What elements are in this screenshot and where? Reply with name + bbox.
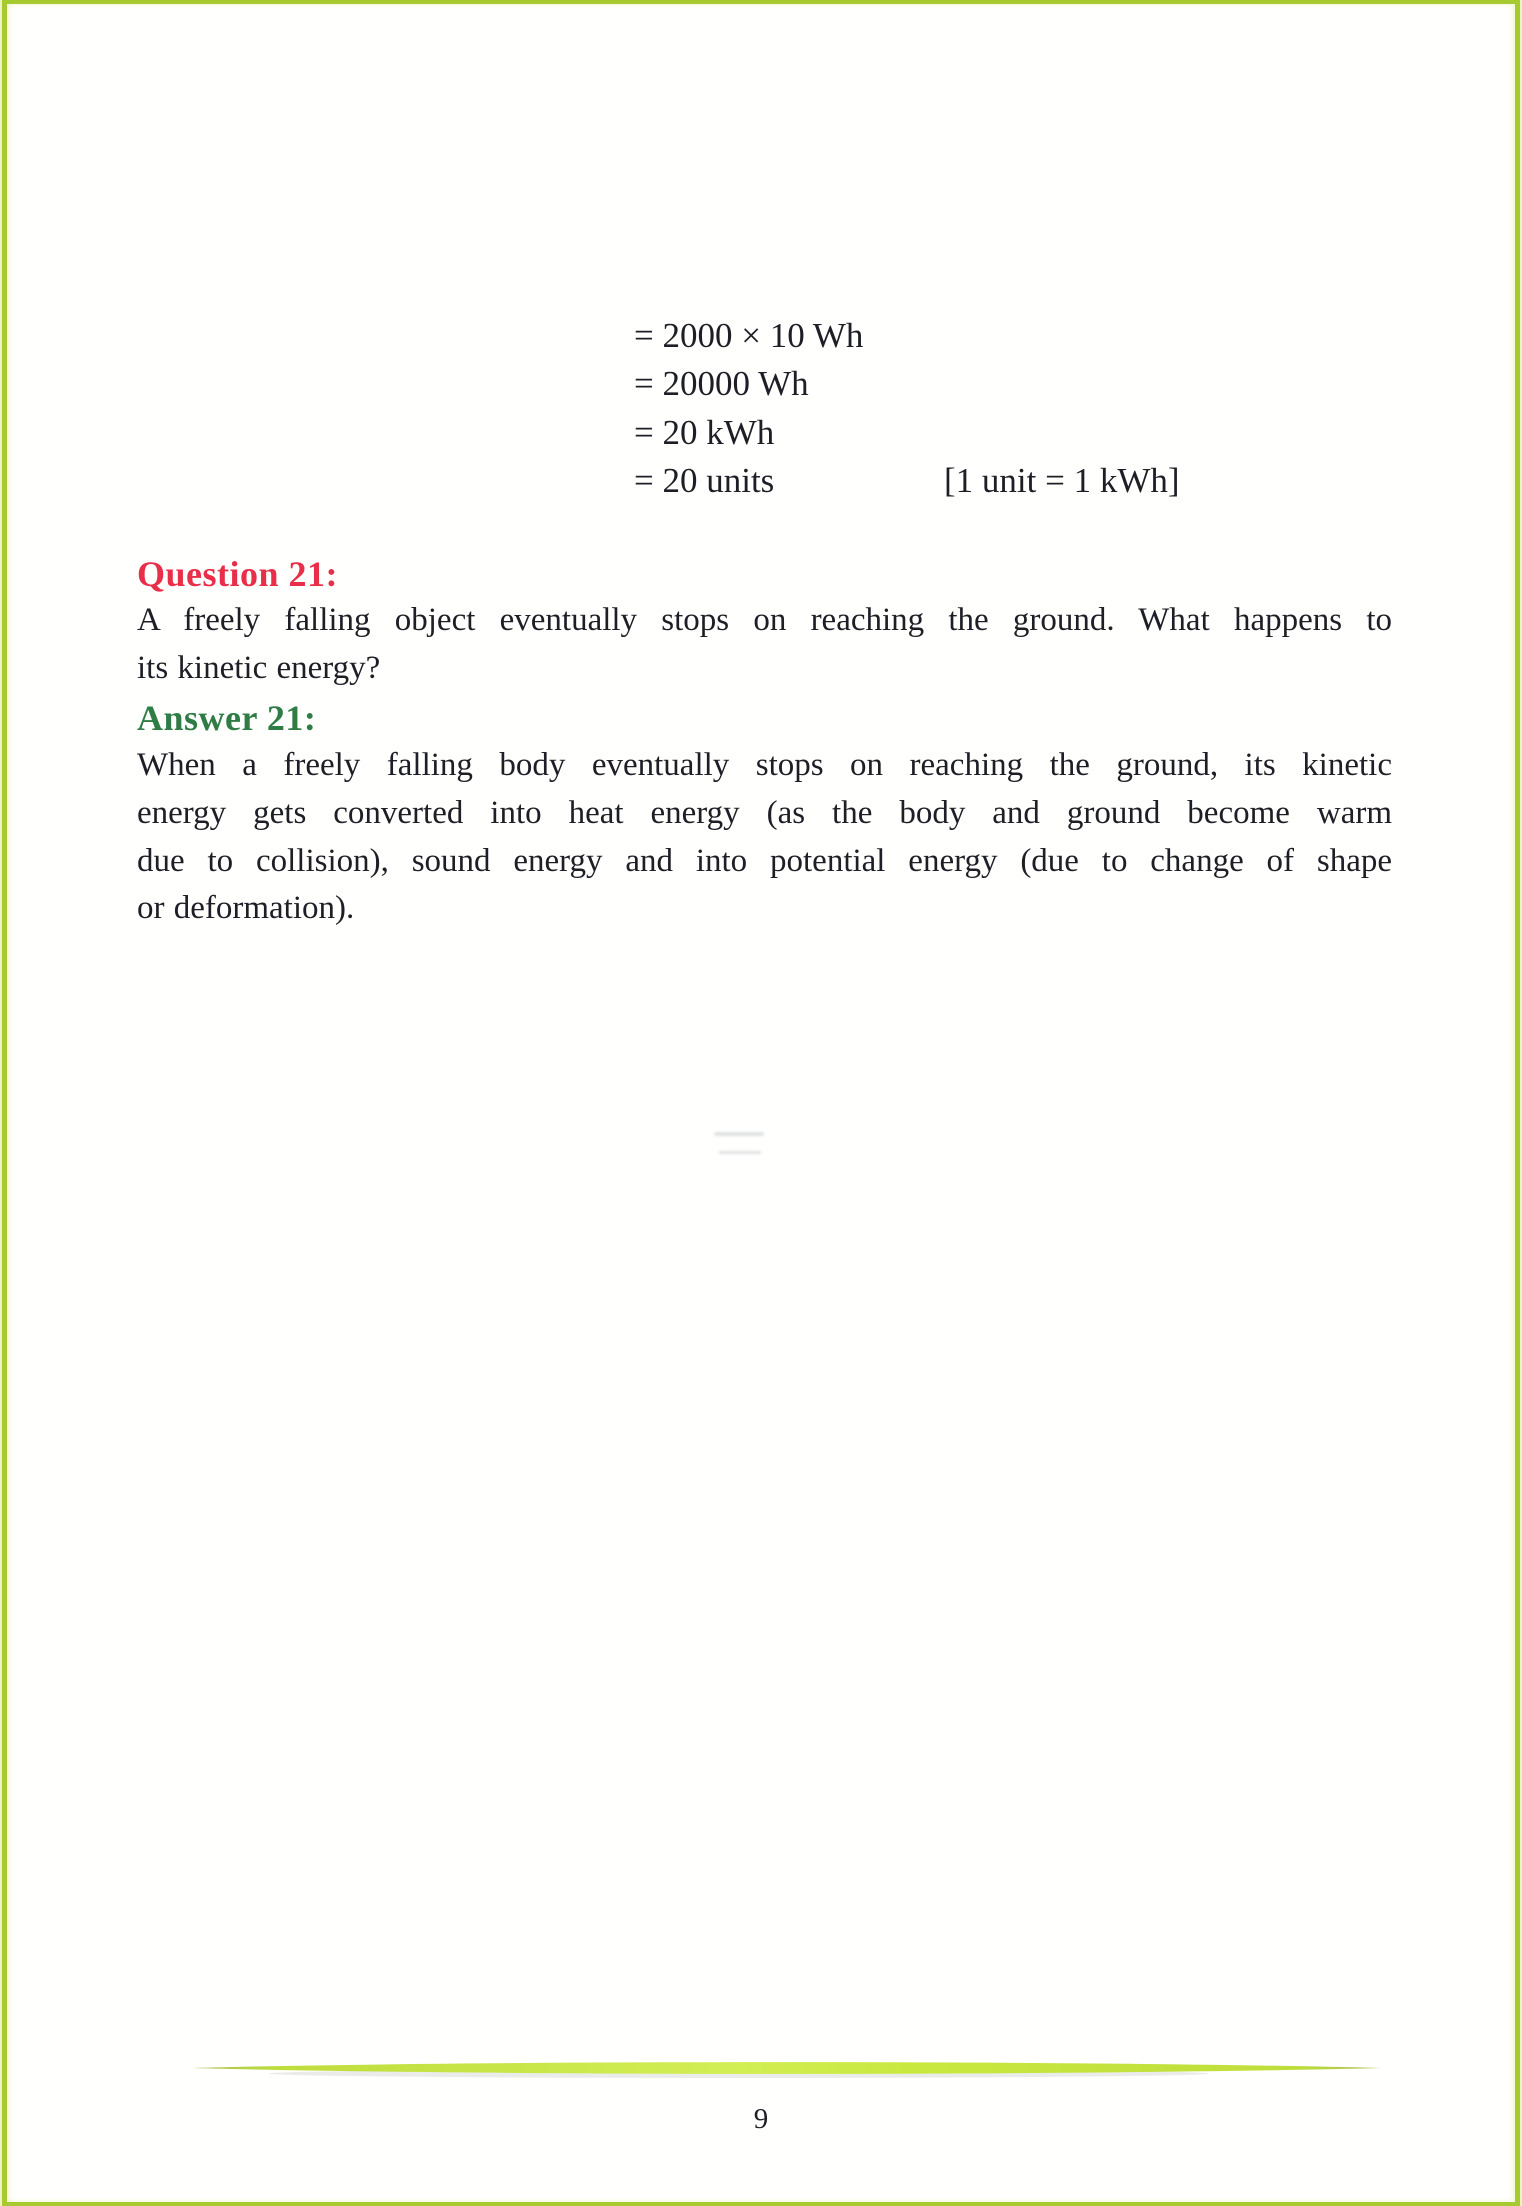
divider-flourish — [179, 2058, 1395, 2084]
answer-text-line: or deformation). — [137, 890, 355, 927]
question-text-line: A freely falling object eventually stops on reaching the ground. What happens to — [137, 602, 1392, 638]
equation-line: = 20 kWh — [634, 412, 775, 452]
answer-text-line: When a freely falling body eventually stops on reaching the ground, its kinetic — [137, 747, 1392, 783]
page-number: 9 — [753, 2103, 769, 2135]
unit-conversion-note: [1 unit = 1 kWh] — [944, 461, 1180, 501]
equation-line: = 20000 Wh — [634, 364, 809, 404]
scan-smudge — [719, 1151, 761, 1154]
equation-block — [634, 312, 1180, 506]
answer-text — [137, 742, 1392, 933]
equation-line — [634, 457, 1180, 505]
answer-heading: Answer 21: — [137, 698, 317, 738]
equation-line: = 2000 × 10 Wh — [634, 316, 864, 355]
answer-text-line: energy gets converted into heat energy (as the body and ground become warm — [137, 794, 1392, 831]
equation-result: = 20 units — [634, 461, 775, 501]
document-page — [2, 0, 1520, 2206]
question-text — [137, 597, 1392, 693]
question-text-line: its kinetic energy? — [137, 649, 381, 686]
scan-smudge — [714, 1132, 764, 1136]
question-heading: Question 21: — [137, 554, 339, 594]
answer-text-line: due to collision), sound energy and into potential energy (due to change of shape — [137, 842, 1392, 879]
